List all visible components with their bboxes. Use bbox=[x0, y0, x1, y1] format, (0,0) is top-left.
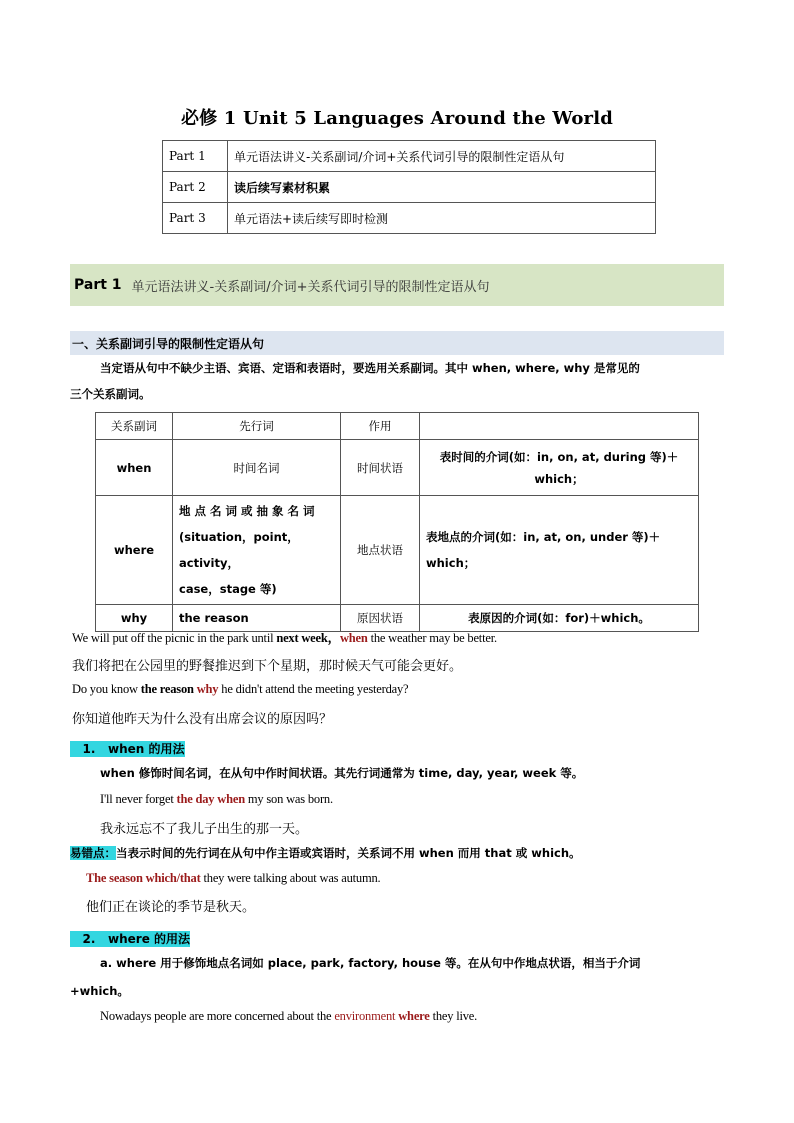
example-relative-word: The season which/that bbox=[86, 871, 201, 885]
cell-antecedent-line: case，stage 等) bbox=[179, 582, 277, 596]
item-word: where bbox=[108, 932, 150, 946]
header-cell: 关系副词 bbox=[96, 413, 173, 440]
item-2-description-line-1: a. where 用于修饰地点名词如 place, park, factory, house 等。在从句中作地点状语，相当于介词 bbox=[100, 956, 641, 970]
item-2-example bbox=[100, 1009, 477, 1024]
example-sentence-2 bbox=[72, 682, 408, 697]
example-text: he didn't attend the meeting yesterday? bbox=[218, 682, 409, 696]
cell-role: 时间状语 bbox=[341, 440, 420, 496]
cell-adverb: when bbox=[96, 440, 173, 496]
cell-role: 地点状语 bbox=[341, 496, 420, 605]
cell-antecedent: 时间名词 bbox=[173, 440, 341, 496]
page-title: 必修 1 Unit 5 Languages Around the World bbox=[180, 108, 614, 129]
cell-antecedent-line: (situation，point，activity， bbox=[179, 530, 299, 570]
cell-equivalent bbox=[420, 440, 699, 496]
contents-part-key: Part 2 bbox=[163, 172, 228, 203]
cell-equivalent bbox=[420, 496, 699, 605]
section-heading-text: 一、关系副词引导的限制性定语从句 bbox=[72, 336, 265, 351]
example-antecedent: next week bbox=[276, 631, 328, 645]
tip-text: 当表示时间的先行词在从句中作主语或宾语时，关系词不用 when 而用 that 或 which。 bbox=[116, 846, 581, 860]
contents-row bbox=[163, 172, 656, 203]
example-text: Nowadays people are more concerned about the bbox=[100, 1009, 335, 1023]
example-relative-word: why bbox=[196, 682, 219, 696]
tip-example bbox=[86, 871, 380, 886]
item-suffix: 的用法 bbox=[148, 742, 185, 756]
part-title: 单元语法讲义-关系副词/介词+关系代词引导的限制性定语从句 bbox=[131, 279, 490, 295]
example-text: I'll never forget bbox=[100, 792, 177, 806]
item-number: 1. bbox=[82, 742, 96, 756]
item-suffix: 的用法 bbox=[154, 932, 191, 946]
contents-part-key: Part 3 bbox=[163, 203, 228, 234]
tip-example-translation: 他们正在谈论的季节是秋天。 bbox=[86, 900, 256, 915]
example-relative-word: when bbox=[339, 631, 368, 645]
example-relative-word: the day when bbox=[176, 792, 245, 806]
contents-row bbox=[163, 141, 656, 172]
cell-antecedent bbox=[173, 496, 341, 605]
cell-equivalent-line: 表时间的介词(如：in, on, at, during 等)＋ bbox=[439, 449, 679, 464]
contents-part-key: Part 1 bbox=[163, 141, 228, 172]
cell-equivalent: 表原因的介词(如：for)＋which。 bbox=[420, 605, 699, 632]
example-antecedent: environment bbox=[334, 1009, 396, 1023]
item-word: when bbox=[108, 742, 145, 756]
item-2-number-badge bbox=[70, 931, 154, 947]
contents-part-title: 单元语法讲义-关系副词/介词+关系代词引导的限制性定语从句 bbox=[228, 141, 656, 172]
example-text: We will put off the picnic in the park until bbox=[72, 631, 277, 645]
tip-line bbox=[70, 845, 581, 861]
item-1-example-translation: 我永远忘不了我儿子出生的那一天。 bbox=[100, 822, 309, 837]
cell-role: 原因状语 bbox=[341, 605, 420, 632]
tip-label: 易错点： bbox=[70, 846, 116, 860]
intro-line-1: 当定语从句中不缺少主语、宾语、定语和表语时，要选用关系副词。其中 when, where, why 是常见的 bbox=[100, 361, 640, 375]
example-text: they live. bbox=[429, 1009, 478, 1023]
contents-table bbox=[162, 140, 656, 234]
item-1-heading bbox=[70, 740, 185, 757]
relative-adverb-table bbox=[95, 412, 699, 632]
item-2-heading bbox=[70, 930, 190, 947]
example-text: they were talking about was autumn. bbox=[200, 871, 381, 885]
cell-adverb: why bbox=[96, 605, 173, 632]
table-header-row bbox=[96, 413, 699, 440]
part-number: Part 1 bbox=[74, 277, 122, 293]
item-number: 2. bbox=[82, 932, 96, 946]
item-1-description: when 修饰时间名词，在从句中作时间状语。其先行词通常为 time, day, year, week 等。 bbox=[100, 766, 584, 780]
example-relative-word: where bbox=[398, 1009, 430, 1023]
contents-part-title: 读后续写素材积累 bbox=[228, 172, 656, 203]
item-1-example bbox=[100, 792, 333, 807]
example-text: the weather may be better. bbox=[367, 631, 497, 645]
example-translation-1: 我们将把在公园里的野餐推迟到下个星期，那时候天气可能会更好。 bbox=[72, 659, 463, 674]
table-row bbox=[96, 440, 699, 496]
header-cell: 先行词 bbox=[173, 413, 341, 440]
contents-part-title: 单元语法+读后续写即时检测 bbox=[228, 203, 656, 234]
header-cell bbox=[420, 413, 699, 440]
table-row bbox=[96, 496, 699, 605]
part-1-banner bbox=[70, 264, 724, 306]
example-antecedent: the reason bbox=[140, 682, 194, 696]
cell-equivalent-line: 表地点的介词(如：in, at, on, under 等)＋ bbox=[426, 530, 661, 544]
item-1-number-badge bbox=[70, 741, 149, 757]
cell-antecedent: the reason bbox=[173, 605, 341, 632]
cell-antecedent-line: 地 点 名 词 或 抽 象 名 词 bbox=[179, 504, 315, 518]
example-text: Do you know bbox=[72, 682, 141, 696]
cell-equivalent-line: which； bbox=[534, 471, 584, 486]
example-text: my son was born. bbox=[244, 792, 333, 806]
contents-row bbox=[163, 203, 656, 234]
item-2-description-line-2: +which。 bbox=[70, 984, 129, 998]
intro-line-2: 三个关系副词。 bbox=[70, 387, 151, 401]
example-sentence-1 bbox=[72, 628, 497, 646]
section-heading bbox=[70, 331, 724, 355]
cell-adverb: where bbox=[96, 496, 173, 605]
example-translation-2: 你知道他昨天为什么没有出席会议的原因吗？ bbox=[72, 712, 333, 727]
header-cell: 作用 bbox=[341, 413, 420, 440]
cell-equivalent-line: which； bbox=[426, 556, 476, 570]
example-comma: ， bbox=[327, 631, 340, 645]
